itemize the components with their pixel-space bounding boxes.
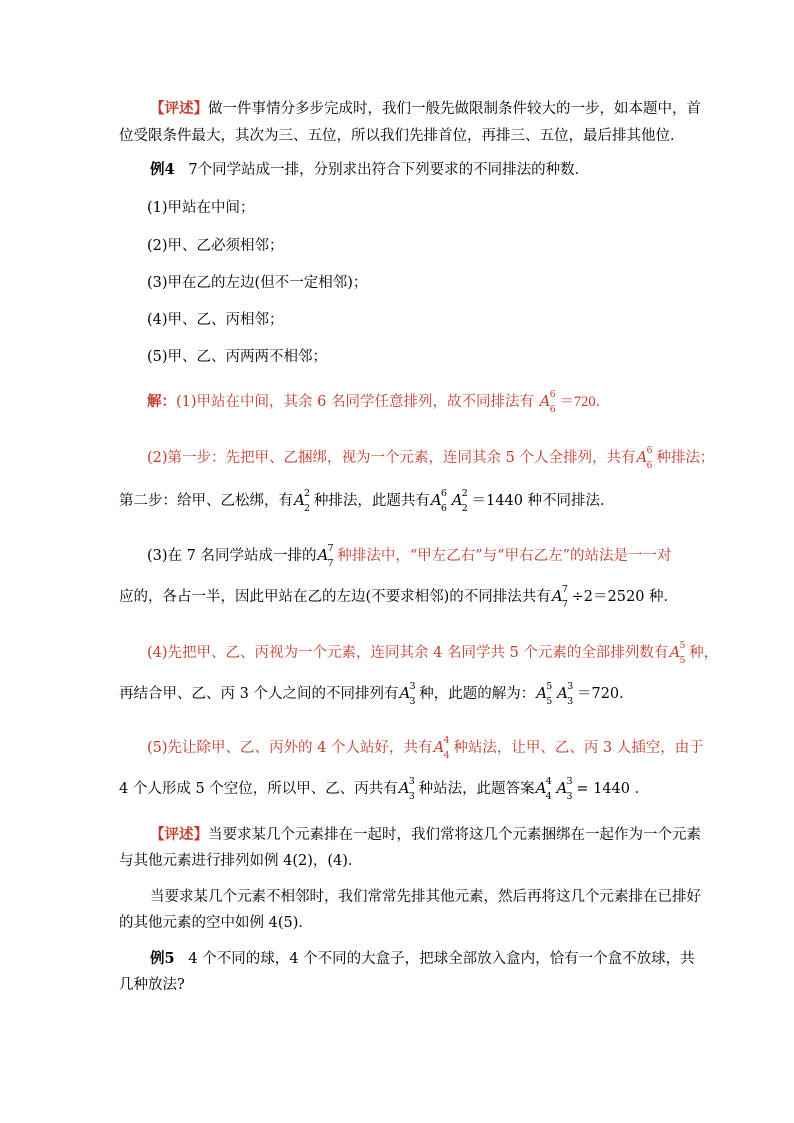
perm-symbol: A 6 6 [636,445,653,471]
example5-line1: 例5 4 个不同的球，4 个不同的大盒子，把球全部放入盒内，恰有一个盒不放球，共 [150,950,695,967]
solution-part-1: 解：(1)甲站在中间，其余 6 名同学任意排列，故不同排法有 A 6 6 ＝720． [147,389,611,415]
solution-part-2-line1: (2)第一步：先把甲、乙捆绑，视为一个元素，连同其余 5 个人全排列，共有A 6 6 种排法； [147,445,715,471]
solution-part-4-line1: (4)先把甲、乙、丙视为一个元素，连同其余 4 名同学共 5 个元素的全部排列数有A 5 5 种， [147,640,719,666]
perm-symbol: A 6 6 [430,488,447,514]
perm-symbol: A 2 2 [451,488,468,514]
solution-part-4-line2: 再结合甲、乙、丙 3 个人之间的不同排列有A 3 3 种，此题的解为：A 5 5 A 3 3 ＝720． [119,681,634,707]
perm-symbol: A 5 5 [536,681,553,707]
solution-part-3-line2: 应的，各占一半，因此甲站在乙的左边(不要求相邻)的不同排法共有A 7 7 ÷2＝2520 种． [119,584,679,610]
perm-symbol: A 3 3 [557,681,574,707]
comment2-line3: 当要求某几个元素不相邻时，我们常常先排其他元素，然后再将这几个元素排在已排好 [150,889,701,905]
comment1-line2: 位受限条件最大，其次为三、五位，所以我们先排首位，再排三、五位，最后排其他位． [119,128,685,144]
example-label: 例4 [150,161,175,178]
perm-symbol: A 7 7 [551,584,568,610]
solution-part-5-line2: 4 个人形成 5 个空位，所以甲、乙、丙共有A 3 3 种站法，此题答案A 4 4 A 3 3 = 1440 ． [119,776,650,802]
perm-symbol: A 4 4 [433,735,450,761]
comment1-line1: 【评述】做一件事情分多步完成时，我们一般先做限制条件较大的一步，如本题中，首 [150,100,701,117]
perm-symbol: A 7 7 [317,543,334,569]
comment-tag: 【评述】 [150,826,208,843]
example4-item-3: (3)甲在乙的左边(但不一定相邻)； [147,275,368,291]
comment2-line2: 与其他元素进行排列如例 4(2)，(4)． [119,853,363,869]
comment2-line4: 的其他元素的空中如例 4(5)． [119,915,313,931]
example4-item-4: (4)甲、乙、丙相邻； [147,312,284,328]
perm-symbol: A 2 2 [294,488,311,514]
example-label: 例5 [150,950,175,967]
example4-item-5: (5)甲、乙、丙两两不相邻； [147,349,328,365]
example4-item-2: (2)甲、乙必须相邻； [147,238,284,254]
solution-part-3-line1: (3)在 7 名同学站成一排的A 7 7 种排法中，“甲左乙右”与“甲右乙左”的站法是一一对 [147,543,672,569]
perm-symbol: A 3 3 [399,681,416,707]
example4-heading: 例4 7个同学站成一排，分别求出符合下列要求的不同排法的种数． [150,161,590,178]
perm-symbol: A 3 3 [556,776,573,802]
solution-label: 解： [147,393,176,410]
example4-item-1: (1)甲站在中间； [147,200,255,216]
perm-symbol: A 5 5 [669,640,686,666]
perm-symbol: A 3 3 [398,776,415,802]
perm-symbol: A 6 6 [539,389,556,415]
perm-symbol: A 4 4 [535,776,552,802]
comment-tag: 【评述】 [150,100,208,117]
example5-line2: 几种放法? [119,977,185,993]
comment2-line1: 【评述】当要求某几个元素排在一起时，我们常将这几个元素捆绑在一起作为一个元素 [150,826,701,843]
solution-part-5-line1: (5)先让除甲、乙、丙外的 4 个人站好，共有A 4 4 种站法，让甲、乙、丙 3 人插空，由于 [147,735,704,761]
solution-part-2-line2: 第二步：给甲、乙松绑，有A 2 2 种排法，此题共有A 6 6 A 2 2 ＝1440 种不同排法． [119,488,615,514]
